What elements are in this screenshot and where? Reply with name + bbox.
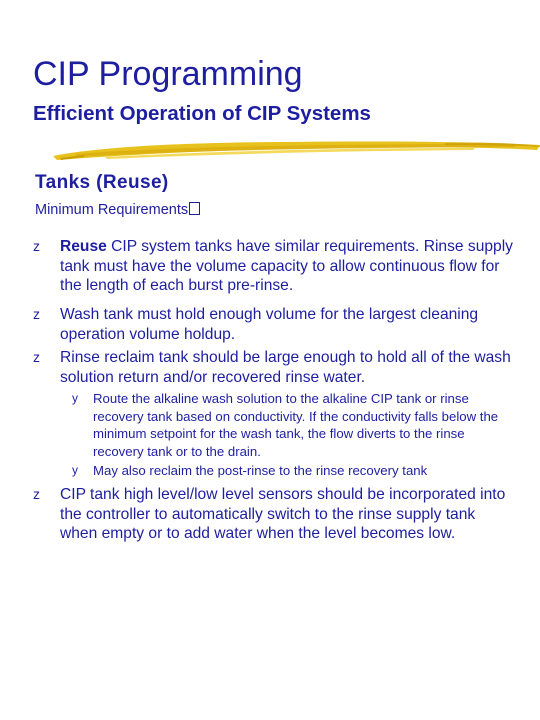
bullet-item [33,237,513,296]
bullet-text [60,237,513,296]
section-subtitle [35,202,200,218]
bullet-text: Wash tank must hold enough volume for the largest cleaning operation volume holdup. [60,306,479,343]
missing-glyph-icon [189,202,200,215]
sub-bullet-marker: y [72,463,78,477]
bullet-item [33,485,513,544]
bullet-text: Rinse reclaim tank should be large enough to hold all of the wash solution return and/or recovered rinse water. [60,349,511,386]
sub-bullet-text: Route the alkaline wash solution to the alkaline CIP tank or rinse recovery tank based on conductivity. If the conductivity falls below the minimum setpoint for the wash tank, the flow diverts to the rinse recovery tank or to the drain. [93,391,499,459]
bullet-body: CIP system tanks have similar requirements. Rinse supply tank must have the volume capacity to allow continuous flow for the length of each burst pre-rinse. [60,238,513,294]
sub-bullet-text: May also reclaim the post-rinse to the rinse recovery tank [93,463,428,478]
bullet-text: CIP tank high level/low level sensors should be incorporated into the controller to automatically switch to the rinse supply tank when empty or to add water when the level becomes low. [60,486,506,542]
bullet-marker: z [33,486,40,502]
bullet-lead: Reuse [60,238,107,255]
bullet-marker: z [33,238,40,254]
brush-stroke-divider [45,134,540,164]
section-title: Tanks (Reuse) [35,172,169,193]
slide-subtitle: Efficient Operation of CIP Systems [33,102,371,125]
sub-bullet-marker: y [72,391,78,405]
sub-bullet-item [72,462,517,480]
sub-bullet-item [72,390,517,460]
slide-title: CIP Programming [33,55,303,93]
section-subtitle-text: Minimum Requirements [35,202,189,218]
bullet-item [33,305,513,344]
bullet-marker: z [33,306,40,322]
bullet-item [33,348,513,387]
bullet-marker: z [33,349,40,365]
